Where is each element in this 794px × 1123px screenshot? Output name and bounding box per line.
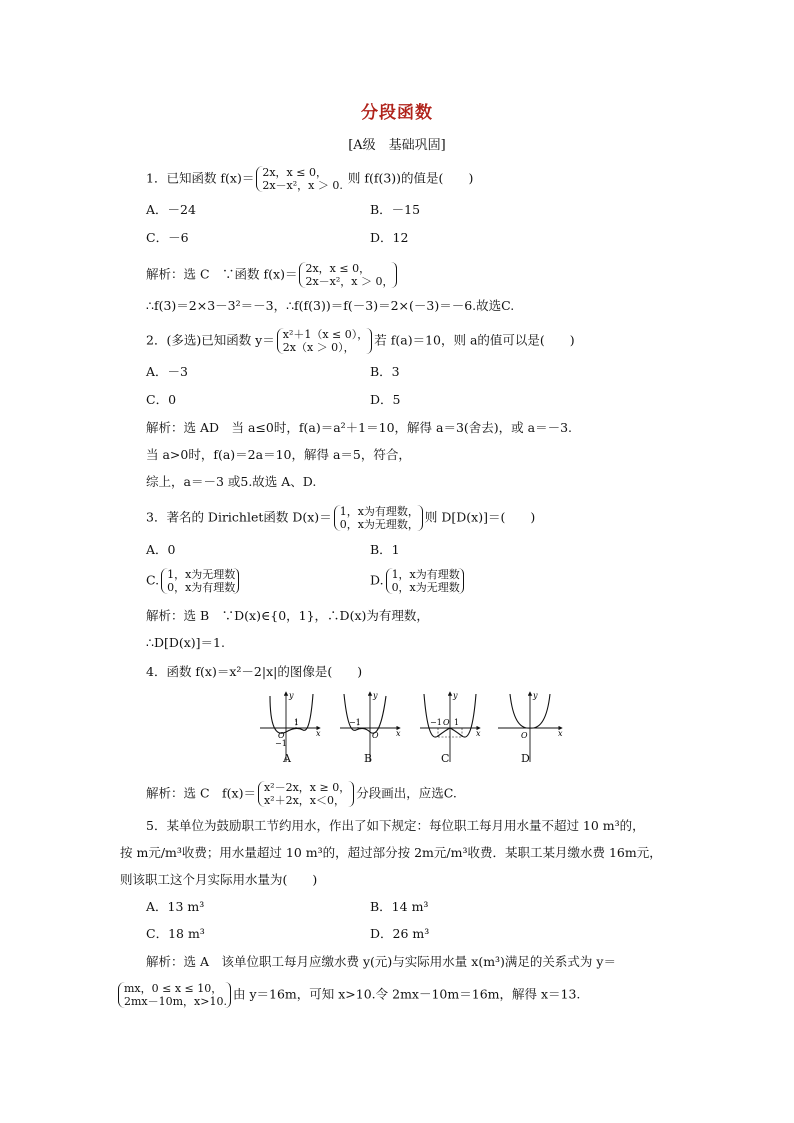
- svg-text:y: y: [533, 691, 538, 700]
- q2-option-c[interactable]: C．0: [146, 392, 177, 407]
- q5-option-a[interactable]: A．13 m³: [146, 899, 205, 914]
- svg-text:x: x: [476, 729, 481, 738]
- q1-solution: 解析：选 C ∵函数 f(x)＝ 2x，x ≤ 0， 2x－x²，x ＞ 0，: [146, 262, 399, 288]
- svg-text:O: O: [521, 731, 528, 740]
- svg-text:x: x: [316, 729, 321, 738]
- q3-option-c[interactable]: C. 1，x为无理数 0，x为有理数: [146, 568, 241, 594]
- q1-option-b[interactable]: B．－15: [370, 202, 421, 217]
- svg-text:1: 1: [454, 718, 460, 727]
- svg-text:O: O: [372, 731, 379, 740]
- q2-stem: 2．(多选)已知函数 y＝ x²＋1（x ≤ 0）， 2x（x ＞ 0）， 若 f(a)＝10，则 a的值可以是( ): [146, 328, 575, 354]
- q5-stem-2: 按 m元/m³收费；用水量超过 10 m³的，超过部分按 2m元/m³收费．某职工某月缴水费 16m元，: [120, 845, 662, 860]
- svg-text:1: 1: [294, 718, 300, 727]
- q2-solution-2: 当 a>0时，f(a)＝2a＝10，解得 a＝5，符合，: [146, 447, 411, 462]
- q3-stem: 3．著名的 Dirichlet函数 D(x)＝ 1，x为有理数， 0，x为无理数， 则 D[D(x)]＝( ): [146, 505, 536, 531]
- svg-text:y: y: [289, 691, 294, 700]
- q3-option-b[interactable]: B．1: [370, 542, 400, 557]
- q1-solution-line2: ∴f(3)＝2×3－3²＝－3，∴f(f(3))＝f(－3)＝2×(－3)＝－6.故选C.: [146, 298, 515, 313]
- svg-text:O: O: [443, 718, 450, 727]
- svg-text:y: y: [453, 691, 458, 700]
- svg-text:−1: −1: [349, 718, 361, 727]
- q3-solution-2: ∴D[D(x)]＝1.: [146, 635, 225, 650]
- q1-option-c[interactable]: C．－6: [146, 230, 189, 245]
- svg-text:−1: −1: [430, 718, 442, 727]
- svg-text:O: O: [278, 731, 285, 740]
- q4-solution: 解析：选 C f(x)＝ x²－2x，x ≥ 0， x²＋2x，x＜0， 分段画出，应选C.: [146, 781, 457, 807]
- graph-b-label: B: [364, 752, 373, 765]
- page-title: 分段函数: [361, 103, 433, 123]
- q2-option-d[interactable]: D．5: [370, 392, 401, 407]
- q5-solution-1: 解析：选 A 该单位职工每月应缴水费 y(元)与实际用水量 x(m³)满足的关系式为 y＝: [146, 954, 616, 969]
- graph-a-label: A: [283, 752, 291, 765]
- graph-d[interactable]: [498, 691, 563, 762]
- q5-stem-3: 则该职工这个月实际用水量为( ): [120, 872, 318, 887]
- section-subtitle: [A级 基础巩固]: [348, 138, 446, 153]
- q1-option-a[interactable]: A．－24: [146, 202, 196, 217]
- svg-text:x: x: [558, 729, 563, 738]
- q5-option-d[interactable]: D．26 m³: [370, 926, 430, 941]
- svg-text:x: x: [396, 729, 401, 738]
- svg-text:−1: −1: [275, 739, 287, 748]
- q1-stem: 1．已知函数 f(x)＝ 2x，x ≤ 0， 2x－x²，x ＞ 0. 则 f(f(3))的值是( ): [146, 166, 474, 192]
- q4-stem: 4．函数 f(x)＝x²－2|x|的图像是( ): [146, 664, 363, 679]
- q2-option-b[interactable]: B．3: [370, 364, 400, 379]
- q3-option-a[interactable]: A．0: [146, 542, 176, 557]
- q2-option-a[interactable]: A．－3: [146, 364, 188, 379]
- q5-stem-1: 5．某单位为鼓励职工节约用水，作出了如下规定：每位职工每月用水量不超过 10 m³的，: [146, 818, 645, 833]
- q5-solution-2: mx，0 ≤ x ≤ 10， 2mx－10m，x>10. 由 y＝16m，可知 x>10.令 2mx－10m＝16m，解得 x＝13.: [118, 982, 580, 1008]
- graph-d-label: D: [521, 752, 530, 765]
- q2-solution-1: 解析：选 AD 当 a≤0时，f(a)＝a²＋1＝10，解得 a＝3(舍去)，或 a＝－3.: [146, 420, 573, 435]
- q5-option-c[interactable]: C．18 m³: [146, 926, 205, 941]
- q2-solution-3: 综上，a＝－3 或5.故选 A、D.: [146, 474, 317, 489]
- q1-option-d[interactable]: D．12: [370, 230, 409, 245]
- graph-c-label: C: [441, 752, 450, 765]
- q2-piecewise: x²＋1（x ≤ 0）， 2x（x ＞ 0），: [277, 328, 373, 354]
- graph-c[interactable]: [420, 691, 481, 762]
- q3-option-d[interactable]: D. 1，x为有理数 0，x为无理数: [370, 568, 466, 594]
- q5-option-b[interactable]: B．14 m³: [370, 899, 429, 914]
- svg-text:y: y: [373, 691, 378, 700]
- q3-piecewise: 1，x为有理数， 0，x为无理数，: [334, 505, 423, 531]
- q1-piecewise: 2x，x ≤ 0， 2x－x²，x ＞ 0.: [256, 166, 346, 192]
- q3-solution-1: 解析：选 B ∵D(x)∈{0，1}，∴D(x)为有理数，: [146, 608, 429, 623]
